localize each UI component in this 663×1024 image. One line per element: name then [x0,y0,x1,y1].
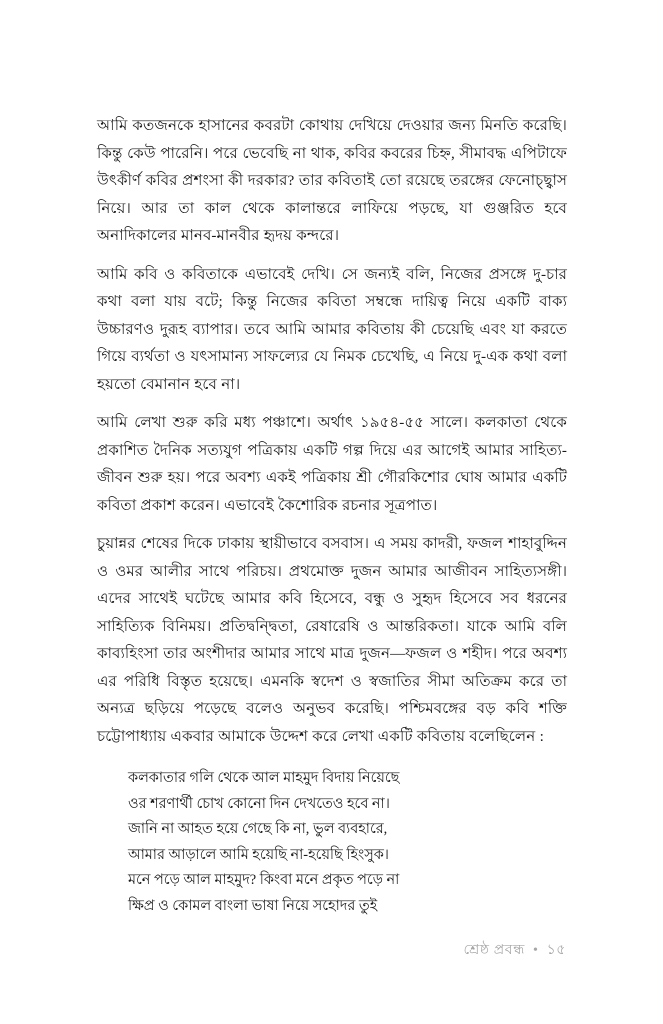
poem-line: ক্ষিপ্র ও কোমল বাংলা ভাষা নিয়ে সহোদর তুই [128,897,378,914]
paragraph: আমি লেখা শুরু করি মধ্য পঞ্চাশে। অর্থাৎ ১৯৫৪-৫৫ সালে। কলকাতা থেকে প্রকাশিত দৈনিক সত্যযুগ পত্রিকায় একটি গল্প দিয়ে এর আগেই আমার সাহিত্য-জীবন শুরু হয়। পরে অবশ্য একই পত্রিকায় শ্রী গৌরকিশোর ঘোষ আমার একটি কবিতা প্রকাশ করেন। এভাবেই কৈশোরিক রচনার সূত্রপাত। [97,414,567,514]
footer-book-title: শ্রেষ্ঠ প্রবন্ধ [463,943,525,958]
poem-line: আমার আড়ালে আমি হয়েছি না-হয়েছি হিংসুক। [128,846,389,863]
page-text-body [97,112,567,920]
page-footer [266,938,566,962]
poem-line: জানি না আহত হয়ে গেছে কি না, ভুল ব্যবহারে, [128,821,388,838]
poem-line: ওর শরণার্থী চোখ কোনো দিন দেখতেও হবে না। [128,795,390,812]
poem-quote-block [128,766,567,920]
footer-separator-dot: • [533,943,539,958]
poem-line: মনে পড়ে আল মাহমুদ? কিংবা মনে প্রকৃত পড়ে না [128,872,400,889]
paragraph: আমি কতজনকে হাসানের কবরটা কোথায় দেখিয়ে দেওয়ার জন্য মিনতি করেছি। কিন্তু কেউ পারেনি। পরে ভেবেছি না থাক, কবির কবরের চিহ্ন, সীমাবদ্ধ এপিটাফে উৎকীর্ণ কবির প্রশংসা কী দরকার? তার কবিতাই তো রয়েছে তরঙ্গের ফেনোচ্ছ্বাস নিয়ে। আর তা কাল থেকে কালান্তরে লাফিয়ে পড়ছে, যা গুঞ্জরিত হবে অনাদিকালের মানব-মানবীর হৃদয় কন্দরে। [97,117,567,244]
footer-page-number: ১৫ [546,943,566,958]
poem-line: কলকাতার গলি থেকে আল মাহমুদ বিদায় নিয়েছে [128,770,400,786]
paragraph: চুয়ান্নর শেষের দিকে ঢাকায় স্থায়ীভাবে বসবাস। এ সময় কাদরী, ফজল শাহাবুদ্দিন ও ওমর আলীর সাথে পরিচয়। প্রথমোক্ত দুজন আমার আজীবন সাহিত্যসঙ্গী। এদের সাথেই ঘটেছে আমার কবি হিসেবে, বন্ধু ও সুহৃদ হিসেবে সব ধরনের সাহিত্যিক বিনিময়। প্রতিদ্বন্দ্বিতা, রেষারেষি ও আন্তরিকতা। যাকে আমি বলি কাব্যহিংসা তার অংশীদার আমার সাথে মাত্র দুজন—ফজল ও শহীদ। পরে অবশ্য এর পরিধি বিস্তৃত হয়েছে। এমনকি স্বদেশ ও স্বজাতির সীমা অতিক্রম করে তা অন্যত্র ছড়িয়ে পড়েছে বলেও অনুভব করেছি। পশ্চিমবঙ্গের বড় কবি শক্তি চট্টোপাধ্যায় একবার আমাকে উদ্দেশ করে লেখা একটি কবিতায় বলেছিলেন : [97,535,567,745]
paragraph: আমি কবি ও কবিতাকে এভাবেই দেখি। সে জন্যই বলি, নিজের প্রসঙ্গে দু-চার কথা বলা যায় বটে; কিন্তু নিজের কবিতা সম্বন্ধে দায়িত্ব নিয়ে একটি বাক্য উচ্চারণও দুরূহ ব্যাপার। তবে আমি আমার কবিতায় কী চেয়েছি এবং যা করতে গিয়ে ব্যর্থতা ও যৎসামান্য সাফল্যের যে নিমক চেখেছি, এ নিয়ে দু-এক কথা বলা হয়তো বেমানান হবে না। [97,265,567,393]
